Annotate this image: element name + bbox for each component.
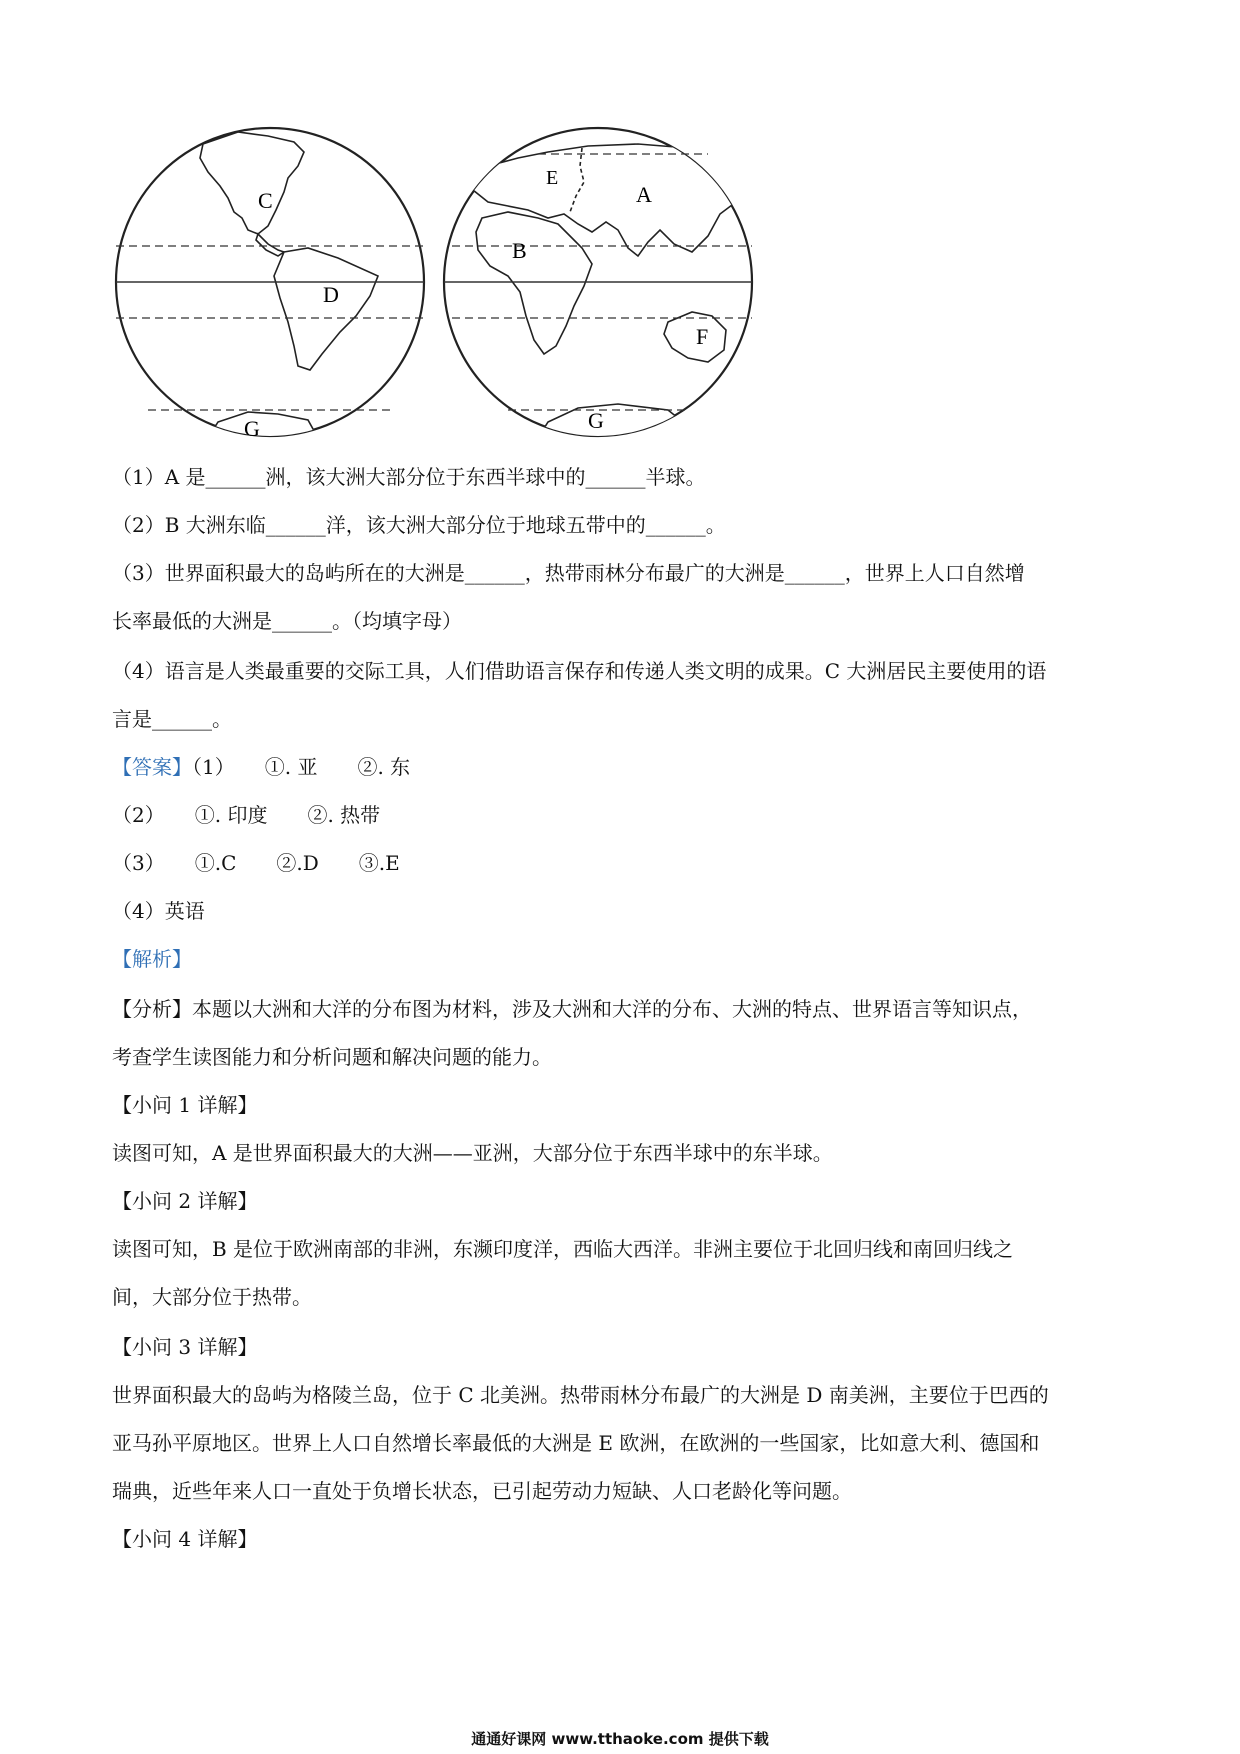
- question-3-line1: （3）世界面积最大的岛屿所在的大洲是______，热带雨林分布最广的大洲是______，世界上人口自然增: [112, 561, 1025, 585]
- western-hemisphere: [116, 128, 424, 438]
- sub4-title: 【小问 4 详解】: [112, 1527, 258, 1551]
- answer-tag: 【答案】: [112, 755, 192, 779]
- answer-3: （3） ①.C ②.D ③.E: [112, 851, 400, 875]
- sub2-line1: 读图可知，B 是位于欧洲南部的非洲，东濒印度洋，西临大西洋。非洲主要位于北回归线和南回归线之: [112, 1237, 1014, 1261]
- sub1-title: 【小问 1 详解】: [112, 1093, 258, 1117]
- analysis-fenxi-line1: 【分析】本题以大洲和大洋的分布图为材料，涉及大洲和大洋的分布、大洲的特点、世界语言等知识点，: [112, 997, 1032, 1021]
- sub2-line2: 间，大部分位于热带。: [112, 1285, 312, 1309]
- map-label-e: E: [546, 167, 559, 189]
- answer-2: （2） ①. 印度 ②. 热带: [112, 803, 381, 827]
- analysis-tag: 【解析】: [112, 947, 192, 971]
- sub3-line2: 亚马孙平原地区。世界上人口自然增长率最低的大洲是 E 欧洲，在欧洲的一些国家，比如意大利、德国和: [112, 1431, 1040, 1455]
- answer-4: （4）英语: [112, 899, 205, 923]
- analysis-fenxi-line2: 考查学生读图能力和分析问题和解决问题的能力。: [112, 1045, 552, 1069]
- sub2-title: 【小问 2 详解】: [112, 1189, 258, 1213]
- answer-1: （1） ①. 亚 ②. 东: [192, 755, 411, 779]
- map-label-b: B: [512, 238, 527, 263]
- question-3-line2: 长率最低的大洲是______。（均填字母）: [112, 609, 462, 633]
- sub3-line1: 世界面积最大的岛屿为格陵兰岛，位于 C 北美洲。热带雨林分布最广的大洲是 D 南美洲，主要位于巴西的: [112, 1383, 1049, 1407]
- map-label-f: F: [696, 324, 709, 349]
- question-4-line2: 言是______。: [112, 707, 232, 731]
- question-1: （1）A 是______洲，该大洲大部分位于东西半球中的______半球。: [112, 465, 706, 489]
- map-label-a: A: [636, 182, 652, 207]
- sub3-title: 【小问 3 详解】: [112, 1335, 258, 1359]
- question-2: （2）B 大洲东临______洋，该大洲大部分位于地球五带中的______。: [112, 513, 726, 537]
- map-label-d: D: [323, 282, 339, 307]
- answer-line-1: [112, 752, 1132, 782]
- footer-download-note: 通通好课网 www.tthaoke.com 提供下载: [471, 1730, 769, 1748]
- sub1-text: 读图可知，A 是世界面积最大的大洲——亚洲，大部分位于东西半球中的东半球。: [112, 1141, 833, 1165]
- sub3-line3: 瑞典，近些年来人口一直处于负增长状态，已引起劳动力短缺、人口老龄化等问题。: [112, 1479, 852, 1503]
- map-label-c: C: [258, 188, 273, 213]
- eastern-hemisphere: [444, 128, 752, 438]
- map-label-g-west: G: [244, 416, 260, 438]
- question-4-line1: （4）语言是人类最重要的交际工具，人们借助语言保存和传递人类文明的成果。C 大洲居民主要使用的语: [112, 659, 1047, 683]
- world-hemispheres-map: [108, 126, 760, 438]
- map-label-g-east: G: [588, 408, 604, 433]
